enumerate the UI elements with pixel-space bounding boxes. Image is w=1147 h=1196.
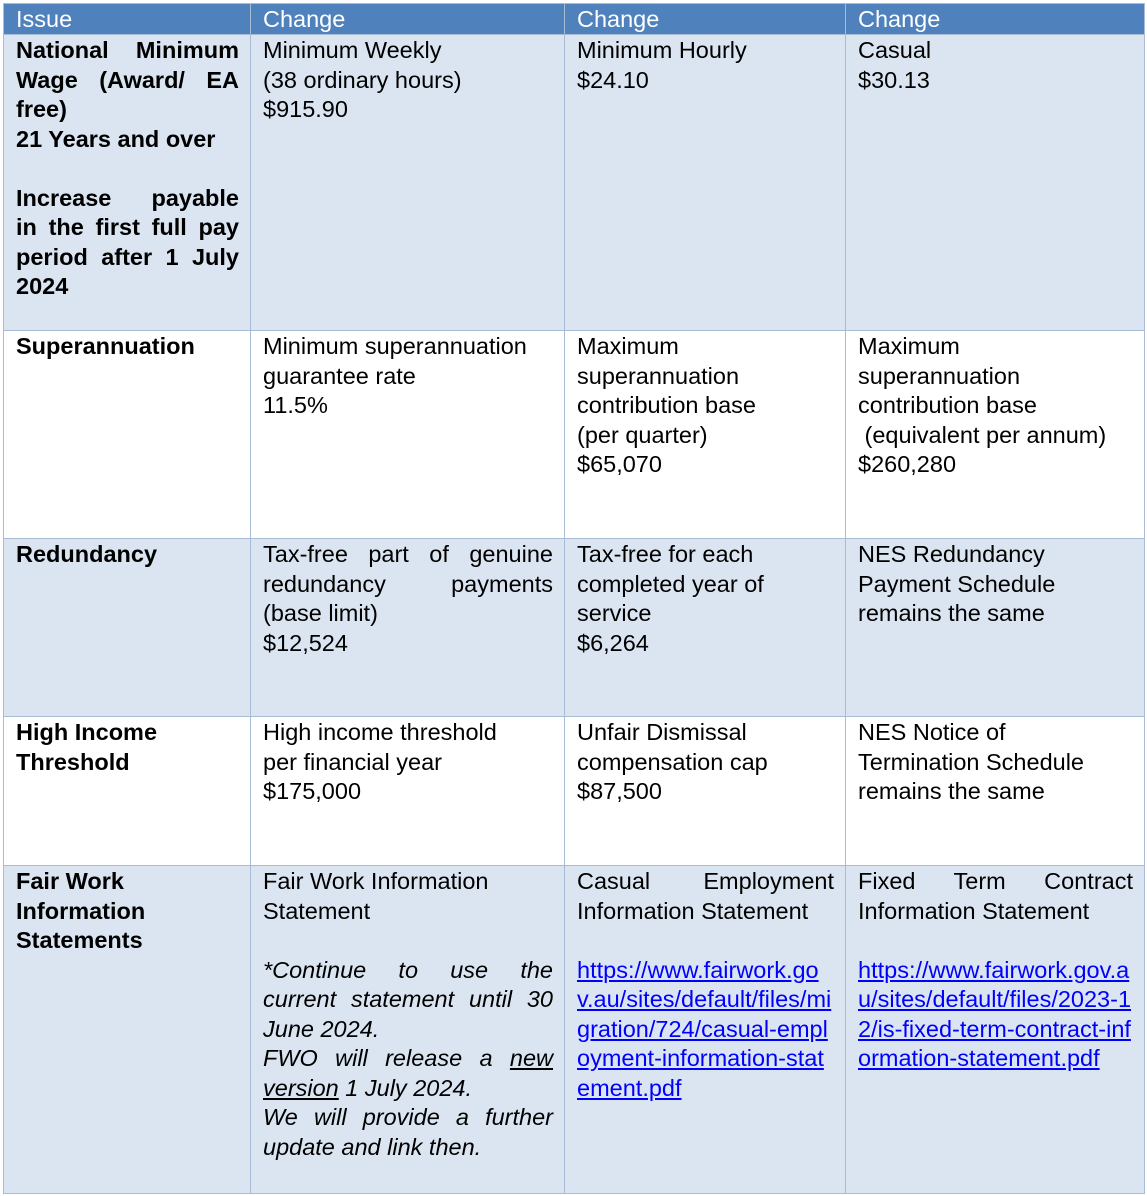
casual-statement-link[interactable]: https://www.fairwork.gov.au/sites/default/files/migration/724/casual-employment-information-statement.pdf	[577, 956, 832, 1101]
table-header-row	[4, 4, 1145, 35]
income-dismissal-cell: Unfair Dismissal compensation cap $87,500	[565, 717, 846, 866]
redundancy-nes-cell: NES Redundancy Payment Schedule remains the same	[846, 539, 1145, 717]
row-fair-work-statements	[4, 866, 1145, 1194]
super-annum-cell: Maximum superannuation contribution base (equivalent per annum) $260,280	[846, 331, 1145, 539]
issue-cell: Superannuation	[4, 331, 251, 539]
redundancy-base-cell: Tax-free part of genuine redundancy payments (base limit) $12,524	[251, 539, 565, 717]
row-redundancy	[4, 539, 1145, 717]
issue-cell: Fair Work Information Statements	[4, 866, 251, 1194]
casual-statement-cell: Casual Employment Information Statement https://www.fairwork.gov.au/sites/default/files/migration/724/casual-employment-information-statement.pdf	[565, 866, 846, 1194]
income-nes-cell: NES Notice of Termination Schedule remains the same	[846, 717, 1145, 866]
row-high-income-threshold	[4, 717, 1145, 866]
row-superannuation	[4, 331, 1145, 539]
income-threshold-cell: High income threshold per financial year $175,000	[251, 717, 565, 866]
new-underlined-text: new	[509, 1045, 553, 1071]
super-guarantee-cell: Minimum superannuation guarantee rate 11.5%	[251, 331, 565, 539]
header-change-2: Change	[565, 4, 846, 35]
header-change-1: Change	[251, 4, 565, 35]
fixed-term-statement-link[interactable]: https://www.fairwork.gov.au/sites/default/files/2023-12/is-fixed-term-contract-information-statement.pdf	[858, 956, 1132, 1071]
wage-weekly-cell: Minimum Weekly (38 ordinary hours) $915.90	[251, 35, 565, 331]
version-underlined-text: version	[263, 1074, 339, 1101]
redundancy-year-cell: Tax-free for each completed year of service $6,264	[565, 539, 846, 717]
issue-cell: High Income Threshold	[4, 717, 251, 866]
super-quarter-cell: Maximum superannuation contribution base (per quarter) $65,070	[565, 331, 846, 539]
issue-cell: Redundancy	[4, 539, 251, 717]
header-issue: Issue	[4, 4, 251, 35]
wage-casual-cell: Casual $30.13	[846, 35, 1145, 331]
wage-hourly-cell: Minimum Hourly $24.10	[565, 35, 846, 331]
issue-cell: National Minimum Wage (Award/ EA free) 21 Years and over Increase payable in the first full pay period after 1 July 2024	[4, 35, 251, 331]
row-national-minimum-wage	[4, 35, 1145, 331]
fairwork-statement-cell: Fair Work Information Statement *Continue to use the current statement until 30 June 2024. FWO will release a new version 1 July 2024. We will provide a further update and link then.	[251, 866, 565, 1194]
header-change-3: Change	[846, 4, 1145, 35]
pay-changes-table	[3, 3, 1145, 1194]
fixed-term-statement-cell: Fixed Term Contract Information Statement https://www.fairwork.gov.au/sites/default/files/2023-12/is-fixed-term-contract-information-statement.pdf	[846, 866, 1145, 1194]
